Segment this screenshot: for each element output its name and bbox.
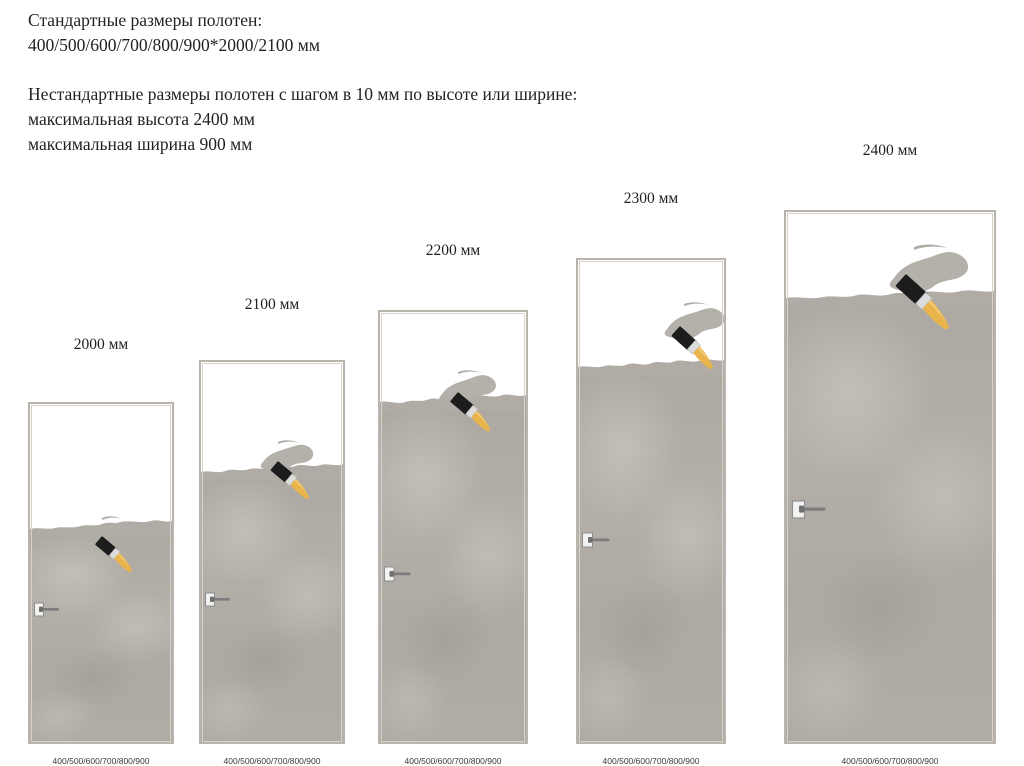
- door-panel: [28, 402, 174, 744]
- paint-brush-icon: [82, 514, 144, 592]
- door-panel: [576, 258, 726, 744]
- door-height-label: 2400 мм: [862, 142, 918, 159]
- paint-brush-icon: [436, 368, 506, 454]
- custom-max-width: максимальная ширина 900 мм: [28, 134, 253, 154]
- paint-brush-icon: [660, 300, 726, 392]
- door-group-2300: [576, 190, 726, 766]
- standard-sizes-title: Стандартные размеры полотен:: [28, 10, 263, 30]
- door-panel: [199, 360, 345, 744]
- door-width-caption: 400/500/600/700/800/900: [223, 756, 321, 766]
- door-group-2200: [378, 242, 528, 766]
- custom-sizes-title: Нестандартные размеры полотен с шагом в 10 мм по высоте или ширине:: [28, 84, 578, 104]
- custom-max-height: максимальная высота 2400 мм: [28, 109, 255, 129]
- door-panel: [784, 210, 996, 744]
- door-height-label: 2300 мм: [623, 190, 679, 207]
- door-width-caption: 400/500/600/700/800/900: [404, 756, 502, 766]
- door-width-caption: 400/500/600/700/800/900: [602, 756, 700, 766]
- door-handle-icon: [792, 500, 826, 520]
- standard-sizes-values: 400/500/600/700/800/900*2000/2100 мм: [28, 35, 320, 55]
- door-group-2100: [199, 296, 345, 766]
- door-height-label: 2200 мм: [425, 242, 481, 259]
- door-height-label: 2000 мм: [73, 336, 129, 353]
- door-handle-icon: [34, 602, 60, 618]
- door-handle-icon: [582, 532, 610, 549]
- door-height-label: 2100 мм: [244, 296, 300, 313]
- door-width-caption: 400/500/600/700/800/900: [52, 756, 150, 766]
- door-group-2400: [784, 142, 996, 766]
- paint-coverage: [578, 371, 724, 742]
- door-panel: [378, 310, 528, 744]
- door-group-2000: [28, 336, 174, 766]
- paint-coverage: [786, 302, 994, 742]
- door-handle-icon: [384, 566, 411, 583]
- door-handle-icon: [205, 592, 231, 608]
- paint-brush-icon: [884, 242, 982, 358]
- door-width-caption: 400/500/600/700/800/900: [841, 756, 939, 766]
- paint-brush-icon: [257, 438, 323, 518]
